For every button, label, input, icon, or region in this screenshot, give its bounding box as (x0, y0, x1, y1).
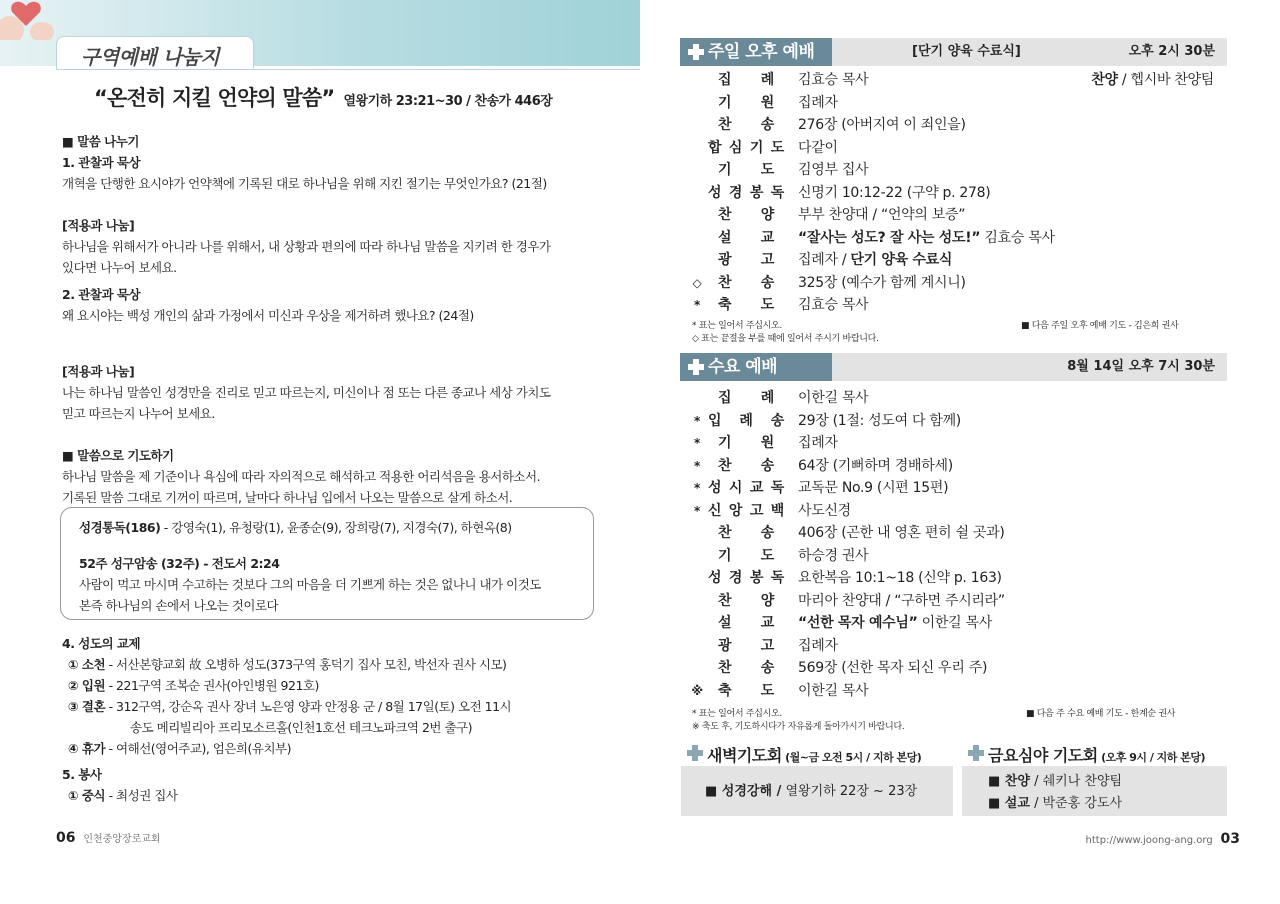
list-item-label: ③ 결혼 (68, 699, 106, 714)
reading-label: 성경통독(186) (79, 520, 161, 535)
sermon-title-main: “온전히 지킬 언약의 말씀” (94, 86, 335, 110)
sunday-next-prayer: ■ 다음 주일 오후 예배 기도 - 김은희 권사 (1021, 321, 1179, 331)
order-label: 광 고 (718, 252, 774, 268)
dawn-prayer-box (681, 736, 953, 816)
order-value-bold: “선한 목자 예수님” (798, 615, 918, 631)
order-label: 성 경 봉 독 (708, 184, 784, 201)
list-item (62, 654, 622, 675)
text-line: 1. 관찰과 묵상 (62, 155, 141, 170)
order-label: 성 경 봉 독 (708, 570, 784, 586)
cross-icon (688, 44, 704, 60)
text-line: 있다면 나누어 보세요. (62, 260, 177, 275)
order-value-text: 김효승 목사 (798, 72, 869, 88)
order-value (798, 612, 992, 634)
order-value-text: 406장 (곤한 내 영혼 편히 쉴 곳과) (798, 525, 1005, 541)
order-item (688, 294, 1228, 316)
order-label: 기 도 (718, 547, 774, 564)
order-value-text: 276장 (아버지여 이 죄인을) (798, 117, 966, 133)
sunday-service-header (680, 38, 1227, 66)
order-value (798, 635, 838, 657)
order-label: 집 례 (718, 390, 774, 406)
discussion-block-1 (62, 131, 622, 278)
order-label: 축 도 (718, 682, 774, 699)
order-value-text: 사도신경 (798, 502, 851, 519)
fellowship-list (62, 654, 622, 759)
order-label: 광 고 (718, 637, 774, 654)
order-value (798, 545, 868, 567)
text-line: 개혁을 단행한 요시야가 언약책에 기록된 대로 하나님을 위해 지킨 절기는 무엇인가요? (21절) (62, 176, 547, 191)
divider (56, 69, 640, 70)
order-value (798, 294, 868, 316)
list-item (62, 717, 622, 738)
order-value-text: 64장 (기뻐하며 경배하세) (798, 457, 953, 474)
order-label: 찬 송 (718, 457, 774, 474)
text-line: 믿고 따르는지 나누어 보세요. (62, 406, 215, 421)
discussion-block-3 (62, 361, 622, 508)
list-item (62, 738, 622, 759)
wednesday-note-2: ※ 축도 후, 기도하시다가 자유롭게 돌아가시기 바랍니다. (692, 722, 905, 732)
order-value-bold: “잘사는 성도? 잘 사는 성도!” (798, 229, 981, 246)
order-value (798, 204, 965, 226)
order-value-text: 569장 (선한 목자 되신 우리 주) (798, 660, 988, 676)
friday-praise-label: ■ 찬양 (988, 774, 1030, 789)
order-value-text: 부부 찬양대 / “언약의 보증” (798, 207, 966, 223)
order-item (688, 612, 1228, 634)
order-mark: * (694, 436, 700, 450)
website-url[interactable]: http://www.joong-ang.org (1085, 835, 1213, 846)
order-value-text: 이한길 목사 (798, 390, 869, 406)
footer-left (56, 830, 161, 846)
order-label: 설 교 (718, 615, 774, 631)
sermon-title (94, 82, 634, 112)
list-item-text: - 여해선(영어주교), 엄은희(유치부) (105, 741, 291, 756)
order-value-text: 집례자 / (798, 252, 851, 268)
order-item (688, 455, 1228, 477)
order-value (798, 387, 868, 409)
order-item (688, 545, 1228, 567)
text-line: 나는 하나님 말씀인 성경만을 진리로 믿고 따르는지, 미신이나 점 또는 다른 종교나 세상 가치도 (62, 385, 551, 400)
sunday-service-time: 오후 2시 30분 (1128, 44, 1215, 59)
sermon-reference: 열왕기하 23:21~30 / 찬송가 446장 (343, 94, 553, 109)
order-item (688, 477, 1228, 499)
order-value-text: 마리아 찬양대 / “구하면 주시리라” (798, 592, 1005, 609)
wednesday-service-header (680, 353, 1227, 381)
order-value-text: 교독문 No.9 (시편 15편) (798, 480, 949, 496)
order-value-text: 요한복음 10:1~18 (신약 p. 163) (798, 570, 1002, 586)
order-value (798, 567, 1002, 589)
order-value-text: 다같이 (798, 139, 838, 156)
order-item (688, 182, 1228, 204)
order-item (688, 567, 1228, 589)
bible-reading-box (60, 507, 594, 620)
section-tab (56, 36, 254, 70)
list-item-label: ① 소천 (68, 657, 106, 672)
discussion-block-2 (62, 284, 622, 326)
order-label: 찬 송 (718, 660, 774, 676)
friday-sermon-text: / 박준홍 강도사 (1029, 796, 1123, 811)
friday-sermon-label: ■ 설교 (988, 796, 1030, 811)
order-item (688, 522, 1228, 544)
order-value (798, 410, 961, 432)
section-tab-title: 구역예배 나눔지 (81, 45, 220, 69)
text-line: [적용과 나눔] (62, 364, 135, 379)
text-line: 하나님을 위해서가 아니라 나를 위해서, 내 상황과 편의에 따라 하나님 말씀을 지키려 한 경우가 (62, 239, 551, 254)
cross-icon (688, 359, 704, 375)
friday-sermon-line (988, 792, 1122, 811)
order-label: 찬 양 (718, 207, 774, 223)
order-mark: * (694, 481, 700, 495)
order-value (798, 432, 838, 454)
list-item-text: - 221구역 조복순 권사(아인병원 921호) (105, 678, 319, 693)
text-line: 하나님 말씀을 제 기준이나 욕심에 따라 자의적으로 해석하고 적용한 어리석음을 용서하소서. (62, 469, 541, 484)
list-item-text: - 최성권 집사 (105, 788, 178, 803)
order-label: 찬 송 (718, 117, 774, 133)
order-label: 합 심 기 도 (708, 139, 784, 156)
dawn-prayer-text: 열왕기하 22장 ~ 23장 (781, 784, 918, 799)
order-item (688, 69, 1228, 91)
order-value (798, 657, 987, 679)
order-value (798, 114, 966, 136)
wednesday-service-tab (680, 353, 832, 381)
friday-prayer-schedule: (오후 9시 / 지하 본당) (1097, 751, 1206, 764)
order-value-text: 집례자 (798, 435, 838, 451)
order-label: 기 원 (718, 435, 774, 451)
order-item (688, 137, 1228, 159)
order-label: 찬 송 (718, 525, 774, 541)
order-mark: ※ (691, 683, 703, 698)
memory-verse-line1: 사람이 먹고 마시며 수고하는 것보다 그의 마음을 더 기쁘게 하는 것은 없나니 내가 이것도 (79, 577, 541, 592)
order-label: 설 교 (718, 229, 774, 246)
order-item (688, 92, 1228, 114)
wednesday-note-1: * 표는 일어서 주십시오. (692, 709, 782, 719)
list-item (62, 696, 622, 717)
order-value-text: 하승경 권사 (798, 547, 869, 564)
order-value-bold: 단기 양육 수료식 (850, 252, 953, 268)
order-value-text: 김효승 목사 (798, 297, 869, 313)
order-mark: ◇ (692, 275, 702, 290)
friday-praise-line (988, 770, 1122, 789)
text-line (62, 194, 622, 215)
list-item (62, 785, 622, 806)
list-item-label: ④ 휴가 (68, 741, 106, 756)
wednesday-service-time: 8월 14일 오후 7시 30분 (1067, 359, 1215, 374)
order-value (798, 137, 838, 159)
wednesday-service-title: 수요 예배 (708, 357, 778, 377)
order-label: 찬 양 (718, 592, 774, 609)
order-value (798, 249, 952, 271)
friday-prayer-header (962, 736, 1227, 766)
text-line: [적용과 나눔] (62, 218, 135, 233)
cross-icon (968, 745, 984, 761)
order-extra (1091, 69, 1214, 91)
order-value-text: 325장 (예수가 함께 계시니) (798, 274, 966, 291)
order-item (688, 387, 1228, 409)
order-value (798, 272, 966, 294)
order-value-text: 집례자 (798, 94, 838, 111)
order-value (798, 477, 948, 499)
cross-icon (687, 745, 703, 761)
service-section (62, 764, 622, 806)
right-page (640, 0, 1280, 904)
order-label: 축 도 (718, 297, 774, 313)
order-item (688, 635, 1228, 657)
order-value-text: 신명기 10:12-22 (구약 p. 278) (798, 184, 991, 201)
order-item (688, 500, 1228, 522)
order-value-text: 집례자 (798, 637, 838, 654)
order-item (688, 590, 1228, 612)
list-item-text: - 312구역, 강순옥 권사 장녀 노은영 양과 안정용 군 / 8월 17일(토) 오전 11시 (105, 699, 512, 714)
sunday-service-title: 주일 오후 예배 (708, 42, 815, 62)
order-value-text: 김영부 집사 (798, 162, 869, 178)
order-label: 집 례 (718, 72, 774, 88)
order-item (688, 159, 1228, 181)
order-value (798, 159, 868, 181)
dawn-prayer-content (705, 780, 917, 799)
order-item (688, 657, 1228, 679)
page-number: 06 (56, 830, 76, 846)
order-value (798, 182, 990, 204)
dawn-prayer-title: 새벽기도회 (707, 746, 782, 765)
order-mark: * (694, 298, 700, 312)
order-item (688, 680, 1228, 702)
order-value-text: 김효승 목사 (980, 229, 1055, 246)
text-line: 2. 관찰과 묵상 (62, 287, 141, 302)
order-value (798, 227, 1055, 249)
list-item (62, 675, 622, 696)
text-line: ■ 말씀 나누기 (62, 134, 139, 149)
church-name: 인천중앙장로교회 (83, 834, 161, 845)
sunday-note-2: ◇ 표는 끝절을 부를 때에 일어서 주시기 바랍니다. (692, 334, 879, 344)
text-line: 왜 요시야는 백성 개인의 삶과 가정에서 미신과 우상을 제거하려 했나요? (24절) (62, 308, 474, 323)
sunday-service-tab (680, 38, 832, 66)
order-value-text: 이한길 목사 (798, 682, 869, 699)
memory-verse-line2: 본즉 하나님의 손에서 나오는 것이로다 (79, 598, 279, 613)
order-label: 입 례 송 (708, 412, 784, 429)
text-line: ■ 말씀으로 기도하기 (62, 448, 174, 463)
service-list (62, 785, 622, 806)
order-value-text: 29장 (1절: 성도여 다 함께) (798, 412, 961, 429)
order-extra-label: 찬양 (1091, 72, 1118, 88)
list-item-label: ② 입원 (68, 678, 106, 693)
list-item-text: 송도 메리빌리아 프리모소르홀(인천1호선 테크노파크역 2번 출구) (130, 720, 472, 735)
order-value (798, 92, 838, 114)
heart-hands-icon (0, 0, 60, 40)
order-mark: * (694, 503, 700, 518)
order-item (688, 410, 1228, 432)
order-item (688, 204, 1228, 226)
order-item (688, 432, 1228, 454)
dawn-prayer-label: ■ 성경강해 / (705, 784, 782, 799)
reading-names: - 강영숙(1), 유청랑(1), 윤종순(9), 장희랑(7), 지경숙(7), 하현옥(8) (160, 520, 512, 535)
memory-verse-label: 52주 성구암송 (32주) - 전도서 2:24 (79, 556, 280, 571)
order-value (798, 680, 868, 702)
order-item (688, 227, 1228, 249)
order-label: 기 원 (718, 94, 774, 111)
sunday-note-1: * 표는 일어서 주십시오. (692, 321, 782, 331)
order-item (688, 249, 1228, 271)
order-value (798, 522, 1005, 544)
order-value-text: 이한길 목사 (917, 615, 992, 631)
list-item-label: ① 중식 (68, 788, 106, 803)
order-value (798, 455, 953, 477)
order-label: 찬 송 (718, 274, 774, 291)
order-mark: * (694, 413, 700, 428)
order-item (688, 272, 1228, 294)
order-label: 기 도 (718, 162, 774, 178)
order-label: 성 시 교 독 (708, 480, 784, 496)
text-line (62, 424, 622, 445)
wednesday-next-prayer: ■ 다음 주 수요 예배 기도 - 한계순 권사 (1026, 709, 1176, 719)
page-number: 03 (1220, 831, 1240, 847)
order-mark: * (694, 458, 700, 473)
footer-right (1086, 831, 1240, 847)
fellowship-heading: 4. 성도의 교제 (62, 636, 141, 651)
text-line: 기록된 말씀 그대로 기꺼이 따르며, 날마다 하나님 입에서 나오는 말씀으로 살게 하소서. (62, 490, 513, 505)
service-heading: 5. 봉사 (62, 767, 102, 782)
order-value (798, 590, 1005, 612)
friday-prayer-box (962, 736, 1227, 816)
order-extra-text: / 헵시바 찬양팀 (1117, 72, 1214, 88)
dawn-prayer-schedule: (월~금 오전 5시 / 지하 본당) (781, 751, 922, 764)
list-item-text: - 서산본향교회 故 오병하 성도(373구역 홍덕기 집사 모친, 박선자 권사 시모) (105, 657, 507, 672)
order-label: 신 앙 고 백 (708, 502, 784, 519)
friday-prayer-title: 금요심야 기도회 (988, 746, 1098, 765)
order-value (798, 500, 851, 522)
dawn-prayer-header (681, 736, 953, 766)
fellowship-section (62, 633, 622, 759)
friday-praise-text: / 쉐키나 찬양팀 (1029, 774, 1123, 789)
sunday-service-subtitle: [단기 양육 수료식] (912, 44, 1021, 59)
order-item (688, 114, 1228, 136)
order-value (798, 69, 868, 91)
